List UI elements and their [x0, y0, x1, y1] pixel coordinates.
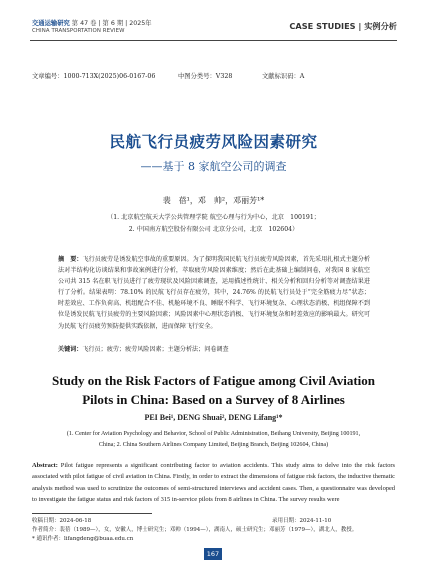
abstract-cn — [58, 254, 370, 332]
header-divider — [30, 40, 397, 41]
section-label: CASE STUDIES | 实例分析 — [289, 21, 397, 31]
title-cn: 民航飞行员疲劳风险因素研究 — [109, 133, 318, 151]
document-code: 文献标识码：A — [262, 73, 305, 80]
volume-info: 第 47 卷 | 第 6 期 | 2025年 — [71, 20, 152, 27]
affiliation-en-1: (1. Center for Aviation Psychology and Behavior, School of Public Administration, Beihang University, Beijing 100191, — [66, 431, 361, 437]
article-id: 文章编号：1000-713X(2025)06-0167-06 — [32, 73, 156, 80]
abstract-cn-label: 摘 要： — [58, 256, 83, 263]
page-number: 167 — [204, 548, 222, 560]
title-en-line2: Pilots in China: Based on a Survey of 8 Airlines — [82, 392, 345, 407]
abstract-en — [32, 460, 395, 505]
title-en — [0, 371, 427, 409]
clc-number: 中图分类号：V328 — [178, 73, 233, 80]
title-en-line1: Study on the Risk Factors of Fatigue among Civil Aviation — [52, 373, 375, 388]
corresponding-author: * 通讯作者：lifangdeng@buaa.edu.cn — [32, 536, 134, 542]
keywords-cn-label: 关键词： — [58, 346, 83, 353]
abstract-en-text: Pilot fatigue represents a significant contributing factor to aviation accidents. This study aims to delve into the risk factors associated with pilot fatigue of civil aviation in China. Firstly, in order to extract the dimensions of fatigue risk factors, the inductive thematic analysis method was used to scrutinize the outcomes of semi-structured interviews and accident cases. Then, a questionnaire was developed to investigate the fatigue status and risk factors of 315 in-service pilots from 8 airlines in China. The survey results were — [32, 462, 395, 503]
abstract-cn-text: 飞行员疲劳是诱发航空事故的重要原因。为了探明我国民航飞行员疲劳风险因素，首先采用扎根式主题分析法对半结构化访谈结果和事故案例进行分析，萃取疲劳风险因素维度；然后在此基础上编制问卷，对我国 8 家航空公司共 315 名在职飞行员进行了疲劳现状及风险因素调查，运用描述性统计、相关分析和回归分析等对调查结果进行了分析。结果表明：78.10% 的民航飞行员存在疲劳，其中，24.76% 的民航飞行员处于“完全筋疲力尽”状态；时差效应、工作负荷高、机组配合不佳、机舱环境不良、睡眠不科学、飞行环境复杂、心理状态消极、机组保障不到位是诱发民航飞行员疲劳的主要风险因素；风险因素中心理状态消极、飞行环境复杂和时差效应的影响最大。研究可为民航飞行员疲劳预防提供实践依据，进而保障飞行安全。 — [58, 256, 371, 330]
revised-date: 录用日期：2024-11-10 — [272, 518, 332, 524]
received-date: 收稿日期：2024-06-18 — [32, 518, 92, 524]
subtitle-cn: ——基于 8 家航空公司的调查 — [140, 160, 287, 173]
affiliation-cn-1: （1. 北京航空航天大学公共管理学院 航空心理与行为中心，北京 100191； — [107, 214, 320, 221]
abstract-en-label: Abstract: — [32, 462, 58, 469]
journal-logo — [32, 18, 152, 27]
authors-en: PEI Bei¹, DENG Shuai², DENG Lifang¹* — [144, 413, 283, 422]
affiliation-cn-2: 2. 中国南方航空股份有限公司 北京分公司，北京 102604） — [128, 226, 299, 233]
article-meta — [32, 71, 402, 80]
footnote-dates — [32, 516, 395, 524]
keywords-cn — [58, 344, 370, 353]
affiliation-en-2: China; 2. China Southern Airlines Company Limited, Beijing Branch, Beijing 102604, China) — [98, 441, 329, 448]
journal-name-cn: 交通运输研究 — [32, 20, 70, 27]
footnote-divider — [32, 513, 152, 514]
keywords-cn-text: 飞行员；疲劳；疲劳风险因素；主题分析法；问卷调查 — [82, 346, 229, 353]
authors-cn: 裴 蓓¹，邓 帅²，邓丽芳¹* — [162, 196, 265, 205]
affiliation-en — [40, 429, 387, 450]
author-info: 作者简介：裴蓓（1989—），女，安徽人，博士研究生；邓帅（1994—），湖南人，硕士研究生；邓丽芳（1979—），湖北人，教授。 — [32, 527, 358, 533]
journal-name-en: CHINA TRANSPORTATION REVIEW — [32, 28, 125, 34]
